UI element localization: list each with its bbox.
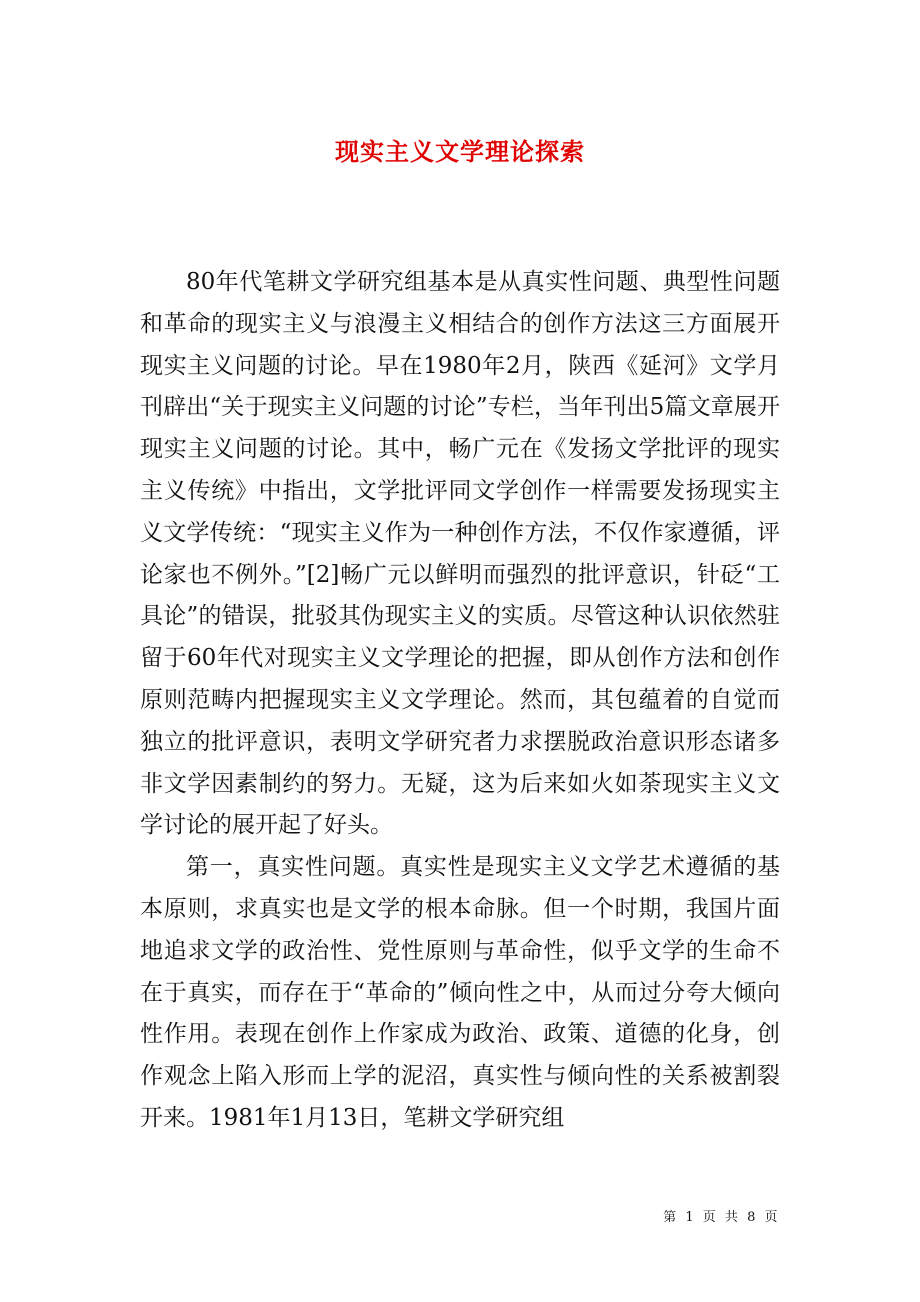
document-body bbox=[140, 262, 780, 1140]
paragraph-2: 第一，真实性问题。真实性是现实主义文学艺术遵循的基本原则，求真实也是文学的根本命脉。但一个时期，我国片面地追求文学的政治性、党性原则与革命性，似乎文学的生命不在于真实，而存在于“革命的”倾向性之中，从而过分夸大倾向性作用。表现在创作上作家成为政治、政策、道德的化身，创作观念上陷入形而上学的泥沼，真实性与倾向性的关系被割裂开来。1981年1月13日，笔耕文学研究组 bbox=[140, 854, 780, 1131]
footer-total-unit: 页 bbox=[764, 1210, 778, 1225]
total-page-count: 8 bbox=[747, 1210, 756, 1225]
paragraph-1: 80年代笔耕文学研究组基本是从真实性问题、典型性问题和革命的现实主义与浪漫主义相结合的创作方法这三方面展开现实主义问题的讨论。早在1980年2月，陕西《延河》文学月刊辟出“关于现实主义问题的讨论”专栏，当年刊出5篇文章展开现实主义问题的讨论。其中，畅广元在《发扬文学批评的现实主义传统》中指出，文学批评同文学创作一样需要发扬现实主义文学传统：“现实主义作为一种创作方法，不仅作家遵循，评论家也不例外。”[2]畅广元以鲜明而强烈的批评意识，针砭“工具论”的错误，批驳其伪现实主义的实质。尽管这种认识依然驻留于60年代对现实主义文学理论的把握，即从创作方法和创作原则范畴内把握现实主义文学理论。然而，其包蕴着的自觉而独立的批评意识，表明文学研究者力求摆脱政治意识形态诸多非文学因素制约的努力。无疑，这为后来如火如荼现实主义文学讨论的展开起了好头。 bbox=[140, 269, 780, 839]
footer-total-prefix: 共 bbox=[724, 1210, 739, 1225]
page-number-footer bbox=[661, 1206, 780, 1225]
current-page-number: 1 bbox=[685, 1210, 695, 1225]
document-title: 现实主义文学理论探索 bbox=[335, 137, 585, 167]
footer-page-unit: 页 bbox=[702, 1210, 717, 1225]
footer-prefix: 第 bbox=[663, 1210, 677, 1225]
